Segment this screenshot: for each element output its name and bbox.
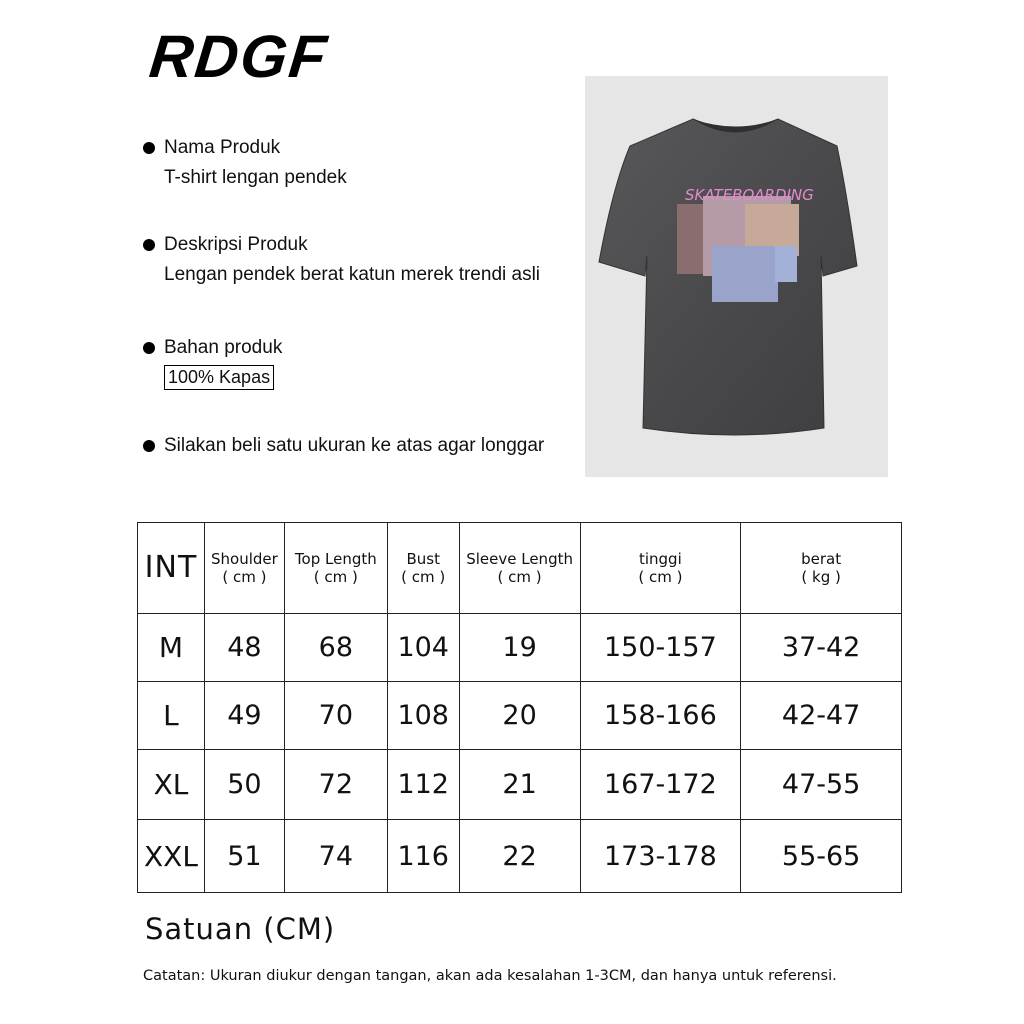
product-description-value: Lengan pendek berat katun merek trendi asli [164,264,541,285]
product-material-label: Bahan produk [164,337,283,358]
berat-cell: 37-42 [741,614,902,682]
bust-cell: 108 [387,682,459,750]
tinggi-cell: 150-157 [580,614,741,682]
bust-cell: 112 [387,750,459,820]
tinggi-cell: 158-166 [580,682,741,750]
bust-cell: 104 [387,614,459,682]
berat-cell: 47-55 [741,750,902,820]
bullet-icon [143,342,155,354]
shoulder-cell: 51 [204,820,284,893]
table-header-row [138,523,902,614]
size-cell: M [138,614,205,682]
shoulder-cell: 49 [204,682,284,750]
berat-cell: 42-47 [741,682,902,750]
top-length-cell: 74 [284,820,387,893]
size-cell: L [138,682,205,750]
shoulder-cell: 50 [204,750,284,820]
product-material-value: 100% Kapas [164,365,274,390]
header-int: INT [138,523,205,614]
product-name-value: T-shirt lengan pendek [164,167,347,188]
product-name-section [143,137,347,189]
sleeve-length-cell: 19 [459,614,580,682]
print-text: SKATEBOARDING [685,186,814,204]
product-material-section [143,337,282,390]
tinggi-cell: 167-172 [580,750,741,820]
size-chart-table [137,522,902,893]
bust-cell: 116 [387,820,459,893]
product-description-section [143,234,540,286]
sleeve-length-cell: 20 [459,682,580,750]
bullet-icon [143,142,155,154]
product-name-label: Nama Produk [164,137,281,158]
header-top-length: Top Length ( cm ) [284,523,387,614]
berat-cell: 55-65 [741,820,902,893]
header-sleeve-length: Sleeve Length ( cm ) [459,523,580,614]
size-cell: XL [138,750,205,820]
size-cell: XXL [138,820,205,893]
product-description-label: Deskripsi Produk [164,234,308,255]
shoulder-cell: 48 [204,614,284,682]
size-tip-section [143,435,544,457]
size-tip-text: Silakan beli satu ukuran ke atas agar longgar [164,435,545,456]
table-row [138,750,902,820]
top-length-cell: 72 [284,750,387,820]
header-bust: Bust ( cm ) [387,523,459,614]
top-length-cell: 68 [284,614,387,682]
header-shoulder: Shoulder ( cm ) [204,523,284,614]
sleeve-length-cell: 21 [459,750,580,820]
table-row [138,614,902,682]
brand-logo: RDGF [146,23,332,90]
table-row [138,820,902,893]
bullet-icon [143,440,155,452]
header-tinggi: tinggi ( cm ) [580,523,741,614]
tinggi-cell: 173-178 [580,820,741,893]
table-row [138,682,902,750]
bullet-icon [143,239,155,251]
tshirt-image [585,76,888,477]
sleeve-length-cell: 22 [459,820,580,893]
top-length-cell: 70 [284,682,387,750]
measurement-note: Catatan: Ukuran diukur dengan tangan, akan ada kesalahan 1-3CM, dan hanya untuk referensi. [143,968,837,984]
product-image [585,76,888,477]
header-berat: berat ( kg ) [741,523,902,614]
unit-label: Satuan (CM) [145,912,336,946]
